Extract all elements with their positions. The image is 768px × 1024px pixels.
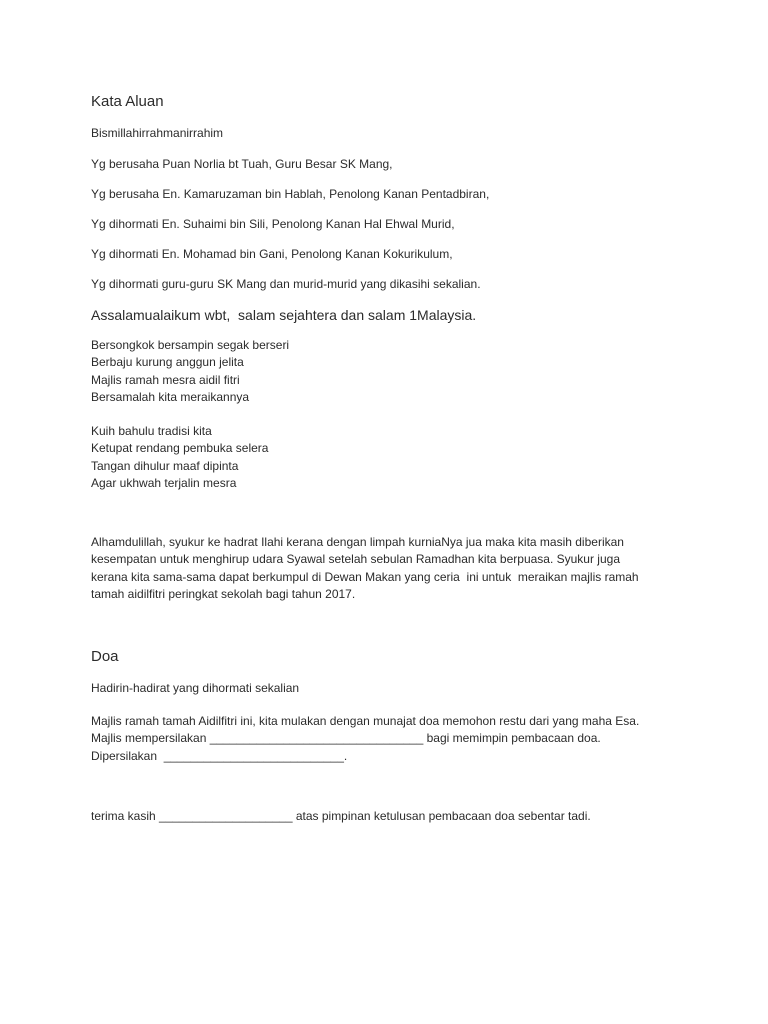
paragraph-alhamdulillah xyxy=(91,534,639,603)
paragraph-line: Dipersilakan ___________________________. xyxy=(91,748,348,763)
paragraph-line: kesempatan untuk menghirup udara Syawal setelah sebulan Ramadhan kita berpuasa. Syukur juga xyxy=(91,552,620,567)
pantun-verse-1 xyxy=(91,337,289,406)
paragraph-line: Majlis ramah tamah Aidilfitri ini, kita mulakan dengan munajat doa memohon restu dari yang maha Esa. xyxy=(91,714,640,728)
pantun-line: Ketupat rendang pembuka selera xyxy=(91,441,269,456)
paragraph-line: Majlis mempersilakan ________________________________ bagi memimpin pembacaan doa. xyxy=(91,731,601,746)
bismillah-line: Bismillahirrahmanirrahim xyxy=(91,126,224,140)
pantun-line: Berbaju kurung anggun jelita xyxy=(91,355,244,370)
salutation-line: Yg dihormati En. Mohamad bin Gani, Penolong Kanan Kokurikulum, xyxy=(91,247,453,261)
heading-doa: Doa xyxy=(91,648,119,665)
salutation-line: Yg dihormati En. Suhaimi bin Sili, Penolong Kanan Hal Ehwal Murid, xyxy=(91,217,455,231)
salutation-line: Yg berusaha En. Kamaruzaman bin Hablah, Penolong Kanan Pentadbiran, xyxy=(91,187,490,201)
hadirin-line: Hadirin-hadirat yang dihormati sekalian xyxy=(91,681,300,695)
heading-kata-aluan: Kata Aluan xyxy=(91,93,164,110)
terima-kasih-line: terima kasih ____________________ atas pimpinan ketulusan pembacaan doa sebentar tadi. xyxy=(91,809,591,823)
pantun-line: Bersongkok bersampin segak berseri xyxy=(91,338,290,352)
salutation-line: Yg dihormati guru-guru SK Mang dan murid-murid yang dikasihi sekalian. xyxy=(91,277,481,291)
pantun-line: Kuih bahulu tradisi kita xyxy=(91,424,212,438)
greeting-line: Assalamualaikum wbt, salam sejahtera dan salam 1Malaysia. xyxy=(91,307,477,323)
pantun-line: Tangan dihulur maaf dipinta xyxy=(91,458,239,473)
salutation-line: Yg berusaha Puan Norlia bt Tuah, Guru Besar SK Mang, xyxy=(91,157,393,171)
paragraph-line: kerana kita sama-sama dapat berkumpul di Dewan Makan yang ceria ini untuk meraikan majlis ramah xyxy=(91,569,639,584)
paragraph-line: tamah aidilfitri peringkat sekolah bagi tahun 2017. xyxy=(91,586,356,601)
pantun-line: Bersamalah kita meraikannya xyxy=(91,389,250,404)
pantun-line: Agar ukhwah terjalin mesra xyxy=(91,475,237,490)
paragraph-doa xyxy=(91,713,639,765)
pantun-line: Majlis ramah mesra aidil fitri xyxy=(91,372,240,387)
paragraph-line: Alhamdulillah, syukur ke hadrat Ilahi kerana dengan limpah kurniaNya jua maka kita masih diberikan xyxy=(91,535,624,549)
pantun-verse-2 xyxy=(91,423,268,492)
